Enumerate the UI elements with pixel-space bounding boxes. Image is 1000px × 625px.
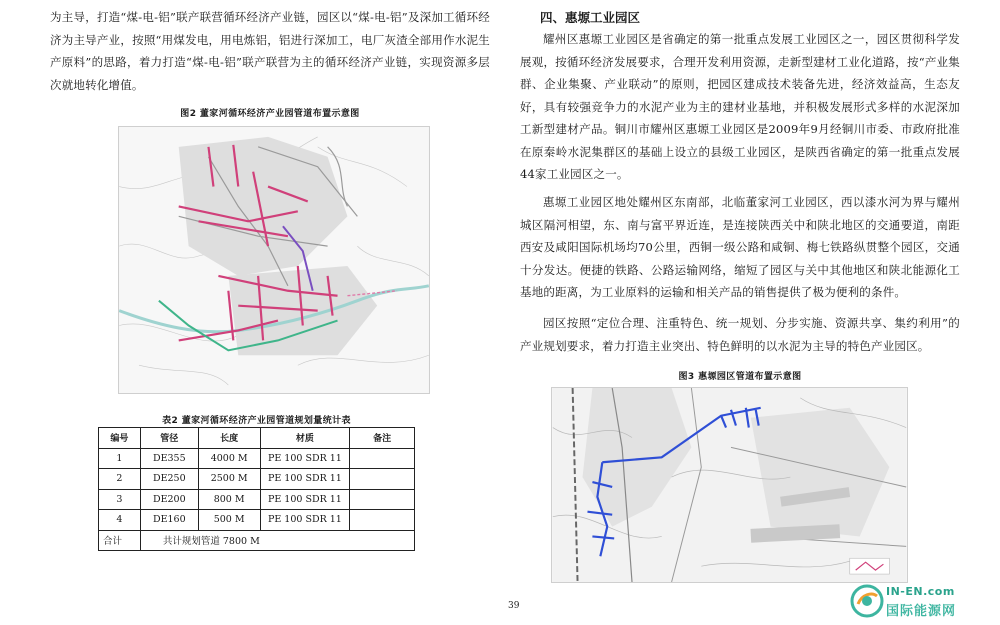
energy-logo-icon — [850, 584, 884, 618]
figure2-map-graphic — [119, 127, 429, 393]
cell-diameter: DE200 — [140, 489, 198, 510]
figure3-caption: 图3 惠塬园区管道布置示意图 — [678, 372, 802, 382]
header-material: 材质 — [260, 428, 350, 449]
cell-length: 4000 M — [198, 448, 260, 469]
pipeline-statistics-table — [98, 427, 415, 551]
cell-no: 3 — [99, 489, 141, 510]
cell-note — [350, 510, 415, 531]
total-text: 共计规划管道 7800 M — [140, 530, 414, 551]
cell-diameter: DE355 — [140, 448, 198, 469]
watermark-name: 国际能源网 — [886, 604, 957, 619]
cell-material: PE 100 SDR 11 — [260, 448, 350, 469]
table-header-row — [99, 428, 415, 449]
cell-note — [350, 448, 415, 469]
cell-material: PE 100 SDR 11 — [260, 469, 350, 490]
figure3-map-graphic — [552, 388, 907, 582]
cell-no: 1 — [99, 448, 141, 469]
page-number: 39 — [508, 601, 520, 611]
figure2-caption: 图2 董家河循环经济产业园管道布置示意图 — [180, 109, 360, 119]
table-row — [99, 469, 415, 490]
figure2-pipeline-map — [118, 126, 430, 394]
section-heading: 四、惠塬工业园区 — [540, 10, 641, 25]
cell-no: 2 — [99, 469, 141, 490]
table-total-row — [99, 530, 415, 551]
cell-material: PE 100 SDR 11 — [260, 489, 350, 510]
cell-length: 800 M — [198, 489, 260, 510]
table-row — [99, 489, 415, 510]
header-no: 编号 — [99, 428, 141, 449]
intro-paragraph: 为主导，打造“煤-电-铝”联产联营循环经济产业链，园区以“煤-电-铝”及深加工循环经济为主导产业，按照“用煤发电，用电炼铝，铝进行深加工，电厂灰渣全部用作水泥生产原料”的思路，着力打造“煤-电-铝”联产联营为主的循环经济产业链，实现资源多层次就地转化增值。 — [50, 10, 490, 92]
cell-diameter: DE250 — [140, 469, 198, 490]
cell-length: 500 M — [198, 510, 260, 531]
cell-diameter: DE160 — [140, 510, 198, 531]
header-note: 备注 — [350, 428, 415, 449]
cell-no: 4 — [99, 510, 141, 531]
cell-note — [350, 469, 415, 490]
table-row — [99, 448, 415, 469]
table2-title: 表2 董家河循环经济产业园管道规划量统计表 — [162, 416, 351, 426]
figure3-caption-wrap — [520, 369, 960, 382]
paragraph-2: 惠塬工业园区地处耀州区东南部，北临董家河工业园区，西以漆水河为界与耀州城区隔河相望，东、南与富平界近连，是连接陕西关中和陕北地区的交通要道，南距西安及咸阳国际机场均70公里，西铜一级公路和咸铜、梅七铁路纵贯整个园区，交通十分发达。便捷的铁路、公路运输网络，缩短了园区与关中其他地区和陕北能源化工基地的距离，为工业原料的运输和相关产品的销售提供了极为便利的条件。 — [520, 195, 960, 299]
header-diameter: 管径 — [140, 428, 198, 449]
paragraph-1: 耀州区惠塬工业园区是省确定的第一批重点发展工业园区之一，园区贯彻科学发展观，按循环经济发展要求，合理开发利用资源，走新型建材工业化道路，按“产业集群、企业集聚、产业联动”的原则，把园区建成技术装备先进，经济效益高，生态友好，具有较强竞争力的水泥产业为主的建材业基地，并积极发展形式多样的水泥深加工新型建材产品。铜川市耀州区惠塬工业园区是2009年9月经铜川市委、市政府批准在原秦岭水泥集群区的基础上设立的县级工业园区，是陕西省确定的第一批重点发展44家工业园区之一。 — [520, 32, 960, 181]
cell-note — [350, 489, 415, 510]
figure3-legend — [850, 558, 890, 574]
watermark — [850, 582, 990, 622]
cell-length: 2500 M — [198, 469, 260, 490]
header-length: 长度 — [198, 428, 260, 449]
table-row — [99, 510, 415, 531]
cell-material: PE 100 SDR 11 — [260, 510, 350, 531]
watermark-url: IN-EN.com — [886, 585, 955, 598]
figure2-caption-wrap — [50, 106, 490, 119]
paragraph-3: 园区按照“定位合理、注重特色、统一规划、分步实施、资源共享、集约利用”的产业规划要求，着力打造主业突出、特色鲜明的以水泥为主导的特色产业园区。 — [520, 316, 960, 353]
table2-title-wrap — [98, 413, 415, 426]
figure3-pipeline-map — [551, 387, 908, 583]
total-label: 合计 — [99, 530, 141, 551]
